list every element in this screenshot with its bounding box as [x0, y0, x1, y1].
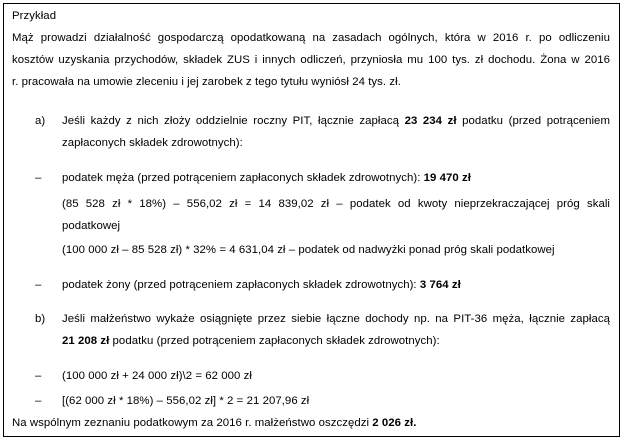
- item-a-marker: a): [35, 115, 46, 127]
- separate-total-tax: 23 234 zł: [404, 115, 457, 127]
- item-b-line-1: Jeśli małżeństwo wykaże osiągnięte przez siebie łączne dochody np. na PIT-36 męża, łącznie zapłacą: [62, 313, 610, 325]
- wife-tax-value: 3 764 zł: [419, 279, 461, 291]
- intro-line-2: kosztów uzyskania przychodów, składek ZUS i innych odliczeń, przyniosła mu 100 tys. zł dochodu. Żona w 2016: [12, 54, 610, 66]
- item-a-line-1: Jeśli każdy z nich złoży oddzielnie roczny PIT, łącznie zapłacą 23 234 zł podatku (przed potrąceniem: [62, 115, 610, 127]
- wife-dash: –: [35, 279, 42, 291]
- item-b-marker: b): [35, 313, 46, 325]
- calc-b-line-2: [(62 000 zł * 18%) – 556,02 zł] * 2 = 21 207,96 zł: [62, 395, 310, 407]
- husband-calc-1-cont: podatkowej: [62, 220, 121, 232]
- calc-b-dash-2: –: [35, 395, 42, 407]
- item-a-line-2: zapłaconych składek zdrowotnych):: [62, 137, 243, 149]
- husband-tax-value: 19 470 zł: [423, 172, 471, 184]
- calc-b-line-1: (100 000 zł + 24 000 zł)\2 = 62 000 zł: [62, 370, 252, 382]
- joint-total-tax: 21 208 zł: [62, 335, 110, 347]
- husband-dash: –: [35, 172, 42, 184]
- calc-b-dash-1: –: [35, 370, 42, 382]
- husband-calc-2: (100 000 zł – 85 528 zł) * 32% = 4 631,04 zł – podatek od nadwyżki ponad próg skali podatkowej: [62, 244, 555, 256]
- example-title: Przykład: [12, 10, 57, 22]
- item-b-line-2: 21 208 zł podatku (przed potrąceniem zapłaconych składek zdrowotnych):: [62, 335, 440, 347]
- wife-tax-line: podatek żony (przed potrąceniem zapłaconych składek zdrowotnych): 3 764 zł: [62, 279, 461, 291]
- savings-value: 2 026 zł.: [372, 417, 417, 429]
- example-box: [3, 3, 620, 437]
- conclusion: Na wspólnym zeznaniu podatkowym za 2016 r. małżeństwo oszczędzi 2 026 zł.: [12, 417, 417, 429]
- intro-line-1: Mąż prowadzi działalność gospodarczą opodatkowaną na zasadach ogólnych, która w 2016 r. po odliczeniu: [12, 32, 610, 44]
- intro-line-3: r. pracowała na umowie zleceniu i jej zarobek z tego tytułu wyniósł 24 tys. zł.: [12, 76, 401, 88]
- husband-calc-1: (85 528 zł * 18%) – 556,02 zł = 14 839,02 zł – podatek od kwoty nieprzekraczającej próg skali: [62, 198, 610, 210]
- husband-tax-line: podatek męża (przed potrąceniem zapłaconych składek zdrowotnych): 19 470 zł: [62, 172, 471, 184]
